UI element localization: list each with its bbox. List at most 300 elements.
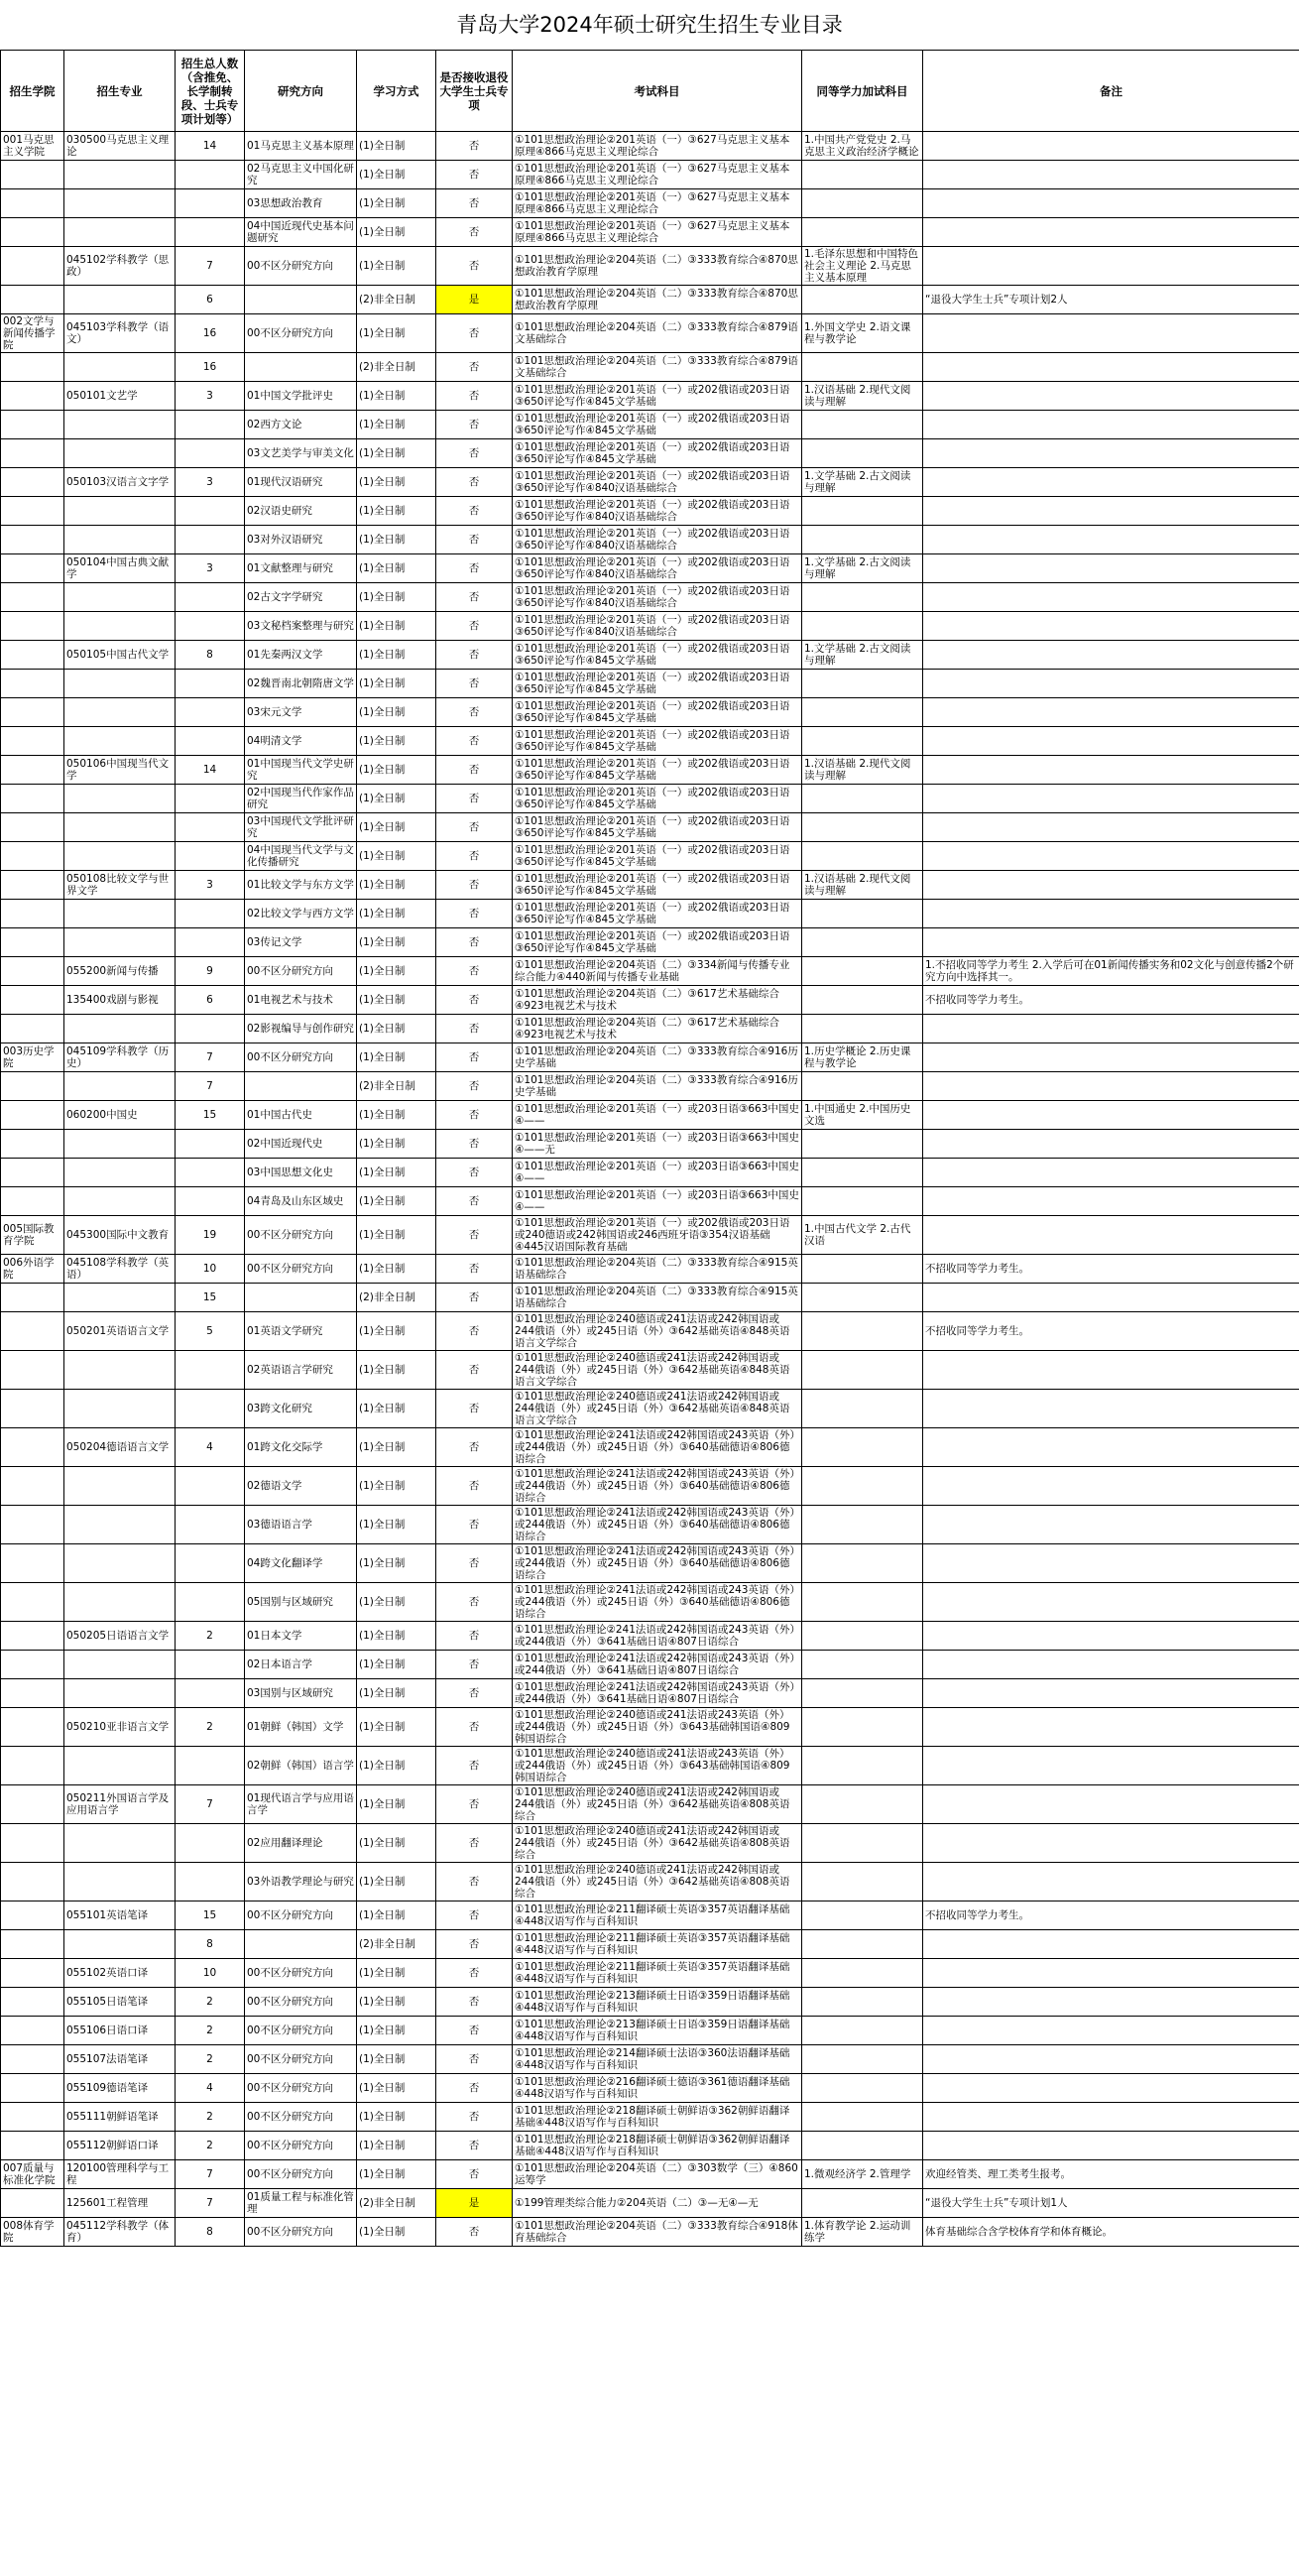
notes-cell: [923, 1824, 1299, 1863]
direction-cell: [245, 353, 357, 382]
major-cell: [64, 1072, 176, 1101]
study-mode-cell: (1)全日制: [357, 1159, 436, 1187]
major-cell: [64, 526, 176, 554]
college-cell: [1, 1506, 64, 1544]
notes-cell: [923, 439, 1299, 468]
quota-cell: [176, 670, 245, 698]
veteran-cell: 否: [436, 1015, 513, 1043]
college-cell: [1, 813, 64, 842]
extra-exam-cell: [802, 1901, 923, 1930]
study-mode-cell: (1)全日制: [357, 1101, 436, 1130]
extra-exam-cell: [802, 785, 923, 813]
major-cell: 055102英语口译: [64, 1959, 176, 1988]
direction-cell: [245, 1930, 357, 1959]
notes-cell: [923, 1284, 1299, 1312]
college-cell: [1, 1072, 64, 1101]
direction-cell: 03文秘档案整理与研究: [245, 612, 357, 641]
extra-exam-cell: [802, 1959, 923, 1988]
table-row: [1, 1351, 1299, 1390]
extra-exam-cell: [802, 670, 923, 698]
table-row: [1, 2074, 1299, 2103]
notes-cell: 不招收同等学力考生。: [923, 1901, 1299, 1930]
veteran-cell: 否: [436, 1651, 513, 1679]
table-row: [1, 2017, 1299, 2045]
notes-cell: [923, 612, 1299, 641]
table-row: [1, 1467, 1299, 1506]
quota-cell: [176, 189, 245, 218]
study-mode-cell: (1)全日制: [357, 2103, 436, 2132]
veteran-cell: 否: [436, 1043, 513, 1072]
study-mode-cell: (1)全日制: [357, 1863, 436, 1901]
veteran-cell: 否: [436, 1284, 513, 1312]
direction-cell: [245, 286, 357, 314]
study-mode-cell: (1)全日制: [357, 468, 436, 497]
quota-cell: [176, 1583, 245, 1622]
study-mode-cell: (2)非全日制: [357, 286, 436, 314]
exam-subjects-cell: ①101思想政治理论②241法语或242韩国语或243英语（外）或244俄语（外）③641基础日语④807日语综合: [513, 1651, 802, 1679]
notes-cell: 不招收同等学力考生。: [923, 986, 1299, 1015]
extra-exam-cell: [802, 900, 923, 928]
table-row: [1, 497, 1299, 526]
college-cell: [1, 986, 64, 1015]
table-row: [1, 1651, 1299, 1679]
quota-cell: [176, 526, 245, 554]
notes-cell: [923, 670, 1299, 698]
exam-subjects-cell: ①101思想政治理论②201英语（一）或202俄语或203日语③650评论写作④845文学基础: [513, 900, 802, 928]
notes-cell: [923, 1351, 1299, 1390]
exam-subjects-cell: ①101思想政治理论②240德语或241法语或242韩国语或244俄语（外）或245日语（外）③642基础英语④848英语语言文学综合: [513, 1351, 802, 1390]
header-veteran: 是否接收退役大学生士兵专项: [436, 51, 513, 132]
table-row: [1, 526, 1299, 554]
major-cell: 045112学科教学（体育）: [64, 2218, 176, 2247]
notes-cell: [923, 1216, 1299, 1255]
study-mode-cell: (1)全日制: [357, 670, 436, 698]
direction-cell: 03外语教学理论与研究: [245, 1863, 357, 1901]
study-mode-cell: (1)全日制: [357, 1583, 436, 1622]
college-cell: [1, 411, 64, 439]
direction-cell: 02应用翻译理论: [245, 1824, 357, 1863]
veteran-cell: 否: [436, 756, 513, 785]
major-cell: 055200新闻与传播: [64, 957, 176, 986]
table-row: [1, 2045, 1299, 2074]
quota-cell: 2: [176, 2103, 245, 2132]
extra-exam-cell: 1.文学基础 2.古文阅读与理解: [802, 641, 923, 670]
college-cell: [1, 286, 64, 314]
direction-cell: 02马克思主义中国化研究: [245, 161, 357, 189]
study-mode-cell: (1)全日制: [357, 1216, 436, 1255]
table-row: [1, 411, 1299, 439]
table-row: [1, 1544, 1299, 1583]
exam-subjects-cell: ①101思想政治理论②204英语（二）③334新闻与传播专业综合能力④440新闻与传播专业基础: [513, 957, 802, 986]
header-exam-subjects: 考试科目: [513, 51, 802, 132]
veteran-cell: 否: [436, 353, 513, 382]
exam-subjects-cell: ①101思想政治理论②201英语（一）或202俄语或203日语或240德语或242韩国语或246西班牙语③354汉语基础④445汉语国际教育基础: [513, 1216, 802, 1255]
direction-cell: 02西方文论: [245, 411, 357, 439]
major-cell: 055111朝鲜语笔译: [64, 2103, 176, 2132]
notes-cell: [923, 756, 1299, 785]
veteran-cell: 否: [436, 928, 513, 957]
table-row: [1, 2103, 1299, 2132]
study-mode-cell: (1)全日制: [357, 612, 436, 641]
major-cell: 050103汉语言文字学: [64, 468, 176, 497]
major-cell: [64, 1930, 176, 1959]
veteran-cell: 否: [436, 132, 513, 161]
college-cell: [1, 1428, 64, 1467]
veteran-cell: 否: [436, 727, 513, 756]
study-mode-cell: (1)全日制: [357, 1130, 436, 1159]
direction-cell: 01日本文学: [245, 1622, 357, 1651]
extra-exam-cell: [802, 2189, 923, 2218]
direction-cell: 02魏晋南北朝隋唐文学: [245, 670, 357, 698]
extra-exam-cell: [802, 612, 923, 641]
major-cell: 055106日语口译: [64, 2017, 176, 2045]
veteran-cell: 否: [436, 1930, 513, 1959]
extra-exam-cell: 1.微观经济学 2.管理学: [802, 2160, 923, 2189]
header-quota: 招生总人数（含推免、长学制转段、士兵专项计划等）: [176, 51, 245, 132]
extra-exam-cell: 1.毛泽东思想和中国特色社会主义理论 2.马克思主义基本原理: [802, 247, 923, 286]
table-row: [1, 554, 1299, 583]
exam-subjects-cell: ①101思想政治理论②241法语或242韩国语或243英语（外）或244俄语（外）③641基础日语④807日语综合: [513, 1622, 802, 1651]
quota-cell: [176, 1467, 245, 1506]
quota-cell: 9: [176, 957, 245, 986]
study-mode-cell: (1)全日制: [357, 526, 436, 554]
table-row: [1, 189, 1299, 218]
college-cell: [1, 189, 64, 218]
college-cell: [1, 2103, 64, 2132]
veteran-cell: 否: [436, 218, 513, 247]
major-cell: 030500马克思主义理论: [64, 132, 176, 161]
extra-exam-cell: [802, 286, 923, 314]
direction-cell: 03中国思想文化史: [245, 1159, 357, 1187]
major-cell: 050108比较文学与世界文学: [64, 871, 176, 900]
study-mode-cell: (1)全日制: [357, 1622, 436, 1651]
major-cell: [64, 1187, 176, 1216]
exam-subjects-cell: ①101思想政治理论②213翻译硕士日语③359日语翻译基础④448汉语写作与百科知识: [513, 1988, 802, 2017]
notes-cell: [923, 189, 1299, 218]
exam-subjects-cell: ①101思想政治理论②204英语（二）③333教育综合④915英语基础综合: [513, 1255, 802, 1284]
direction-cell: 02德语文学: [245, 1467, 357, 1506]
study-mode-cell: (1)全日制: [357, 161, 436, 189]
table-row: [1, 1255, 1299, 1284]
table-row: [1, 1428, 1299, 1467]
extra-exam-cell: 1.汉语基础 2.现代文阅读与理解: [802, 382, 923, 411]
college-cell: [1, 353, 64, 382]
major-cell: 120100管理科学与工程: [64, 2160, 176, 2189]
exam-subjects-cell: ①101思想政治理论②201英语（一）或202俄语或203日语③650评论写作④845文学基础: [513, 756, 802, 785]
quota-cell: 10: [176, 1959, 245, 1988]
quota-cell: 7: [176, 1043, 245, 1072]
table-row: [1, 2160, 1299, 2189]
veteran-cell: 否: [436, 1824, 513, 1863]
college-cell: [1, 1101, 64, 1130]
college-cell: [1, 842, 64, 871]
major-cell: [64, 411, 176, 439]
table-row: [1, 756, 1299, 785]
veteran-cell: 否: [436, 1072, 513, 1101]
header-row: [1, 51, 1299, 132]
extra-exam-cell: 1.外国文学史 2.语文课程与教学论: [802, 314, 923, 353]
quota-cell: [176, 785, 245, 813]
direction-cell: 04跨文化翻译学: [245, 1544, 357, 1583]
direction-cell: 00不区分研究方向: [245, 247, 357, 286]
major-cell: [64, 1467, 176, 1506]
extra-exam-cell: 1.文学基础 2.古文阅读与理解: [802, 468, 923, 497]
table-row: [1, 1101, 1299, 1130]
veteran-cell: 否: [436, 1506, 513, 1544]
study-mode-cell: (1)全日制: [357, 218, 436, 247]
major-cell: [64, 1651, 176, 1679]
study-mode-cell: (1)全日制: [357, 641, 436, 670]
study-mode-cell: (1)全日制: [357, 2017, 436, 2045]
extra-exam-cell: 1.中国通史 2.中国历史文选: [802, 1101, 923, 1130]
direction-cell: 02比较文学与西方文学: [245, 900, 357, 928]
table-row: [1, 468, 1299, 497]
notes-cell: [923, 1043, 1299, 1072]
veteran-cell: 否: [436, 1901, 513, 1930]
quota-cell: 7: [176, 247, 245, 286]
study-mode-cell: (1)全日制: [357, 1043, 436, 1072]
college-cell: [1, 554, 64, 583]
study-mode-cell: (1)全日制: [357, 2218, 436, 2247]
exam-subjects-cell: ①101思想政治理论②213翻译硕士日语③359日语翻译基础④448汉语写作与百科知识: [513, 2017, 802, 2045]
study-mode-cell: (1)全日制: [357, 957, 436, 986]
quota-cell: [176, 1747, 245, 1785]
quota-cell: 10: [176, 1255, 245, 1284]
table-row: [1, 1390, 1299, 1428]
extra-exam-cell: 1.文学基础 2.古文阅读与理解: [802, 554, 923, 583]
exam-subjects-cell: ①101思想政治理论②201英语（一）或202俄语或203日语③650评论写作④845文学基础: [513, 670, 802, 698]
college-cell: [1, 382, 64, 411]
veteran-cell: 否: [436, 1583, 513, 1622]
veteran-cell: 否: [436, 382, 513, 411]
major-cell: [64, 353, 176, 382]
veteran-cell: 否: [436, 1255, 513, 1284]
direction-cell: 03传记文学: [245, 928, 357, 957]
college-cell: [1, 2189, 64, 2218]
table-row: [1, 1708, 1299, 1747]
major-cell: [64, 497, 176, 526]
notes-cell: [923, 247, 1299, 286]
college-cell: [1, 1901, 64, 1930]
veteran-cell: 否: [436, 1622, 513, 1651]
college-cell: 002文学与新闻传播学院: [1, 314, 64, 353]
extra-exam-cell: [802, 1351, 923, 1390]
exam-subjects-cell: ①101思想政治理论②201英语（一）或203日语③663中国史④——: [513, 1187, 802, 1216]
study-mode-cell: (1)全日制: [357, 928, 436, 957]
direction-cell: 03国别与区域研究: [245, 1679, 357, 1708]
major-cell: [64, 1506, 176, 1544]
extra-exam-cell: [802, 439, 923, 468]
exam-subjects-cell: ①101思想政治理论②201英语（一）或202俄语或203日语③650评论写作④840汉语基础综合: [513, 468, 802, 497]
notes-cell: [923, 641, 1299, 670]
exam-subjects-cell: ①101思想政治理论②201英语（一）或202俄语或203日语③650评论写作④845文学基础: [513, 411, 802, 439]
college-cell: [1, 1708, 64, 1747]
extra-exam-cell: [802, 928, 923, 957]
major-cell: [64, 1351, 176, 1390]
college-cell: [1, 1651, 64, 1679]
quota-cell: [176, 1015, 245, 1043]
direction-cell: 03德语语言学: [245, 1506, 357, 1544]
direction-cell: 01比较文学与东方文学: [245, 871, 357, 900]
extra-exam-cell: [802, 353, 923, 382]
extra-exam-cell: [802, 1506, 923, 1544]
extra-exam-cell: [802, 1255, 923, 1284]
college-cell: [1, 1159, 64, 1187]
direction-cell: [245, 1072, 357, 1101]
notes-cell: 不招收同等学力考生。: [923, 1312, 1299, 1351]
notes-cell: [923, 2103, 1299, 2132]
direction-cell: 01电视艺术与技术: [245, 986, 357, 1015]
quota-cell: 2: [176, 2045, 245, 2074]
extra-exam-cell: [802, 1159, 923, 1187]
college-cell: [1, 2045, 64, 2074]
study-mode-cell: (1)全日制: [357, 1544, 436, 1583]
veteran-cell: 否: [436, 698, 513, 727]
exam-subjects-cell: ①101思想政治理论②204英语（二）③333教育综合④916历史学基础: [513, 1043, 802, 1072]
exam-subjects-cell: ①101思想政治理论②211翻译硕士英语③357英语翻译基础④448汉语写作与百科知识: [513, 1959, 802, 1988]
college-cell: [1, 1747, 64, 1785]
extra-exam-cell: [802, 526, 923, 554]
major-cell: [64, 1284, 176, 1312]
notes-cell: [923, 1583, 1299, 1622]
extra-exam-cell: [802, 1284, 923, 1312]
quota-cell: 14: [176, 132, 245, 161]
extra-exam-cell: [802, 986, 923, 1015]
major-cell: 050101文艺学: [64, 382, 176, 411]
veteran-cell: 否: [436, 497, 513, 526]
veteran-cell: 否: [436, 554, 513, 583]
study-mode-cell: (1)全日制: [357, 583, 436, 612]
study-mode-cell: (1)全日制: [357, 1988, 436, 2017]
major-cell: [64, 1159, 176, 1187]
direction-cell: 00不区分研究方向: [245, 2132, 357, 2160]
notes-cell: 体育基础综合含学校体育学和体育概论。: [923, 2218, 1299, 2247]
veteran-cell: 否: [436, 1467, 513, 1506]
table-row: [1, 986, 1299, 1015]
veteran-cell: 否: [436, 1351, 513, 1390]
major-cell: [64, 612, 176, 641]
notes-cell: [923, 2045, 1299, 2074]
veteran-cell: 否: [436, 2045, 513, 2074]
exam-subjects-cell: ①101思想政治理论②240德语或241法语或243英语（外）或244俄语（外）或245日语（外）③643基础韩国语④809韩国语综合: [513, 1708, 802, 1747]
notes-cell: [923, 1506, 1299, 1544]
major-cell: 050210亚非语言文学: [64, 1708, 176, 1747]
direction-cell: 02日本语言学: [245, 1651, 357, 1679]
notes-cell: [923, 1544, 1299, 1583]
extra-exam-cell: [802, 497, 923, 526]
college-cell: [1, 439, 64, 468]
exam-subjects-cell: ①101思想政治理论②204英语（二）③333教育综合④915英语基础综合: [513, 1284, 802, 1312]
quota-cell: 16: [176, 353, 245, 382]
exam-subjects-cell: ①101思想政治理论②241法语或242韩国语或243英语（外）或244俄语（外）或245日语（外）③640基础德语④806德语综合: [513, 1544, 802, 1583]
quota-cell: [176, 842, 245, 871]
extra-exam-cell: 1.中国共产党党史 2.马克思主义政治经济学概论: [802, 132, 923, 161]
exam-subjects-cell: ①101思想政治理论②240德语或241法语或242韩国语或244俄语（外）或245日语（外）③642基础英语④848英语语言文学综合: [513, 1390, 802, 1428]
quota-cell: 16: [176, 314, 245, 353]
college-cell: [1, 1622, 64, 1651]
exam-subjects-cell: ①101思想政治理论②201英语（一）③627马克思主义基本原理④866马克思主义理论综合: [513, 132, 802, 161]
table-row: [1, 1216, 1299, 1255]
quota-cell: 6: [176, 286, 245, 314]
college-cell: [1, 756, 64, 785]
major-cell: [64, 161, 176, 189]
veteran-cell: 否: [436, 526, 513, 554]
major-cell: 050105中国古代文学: [64, 641, 176, 670]
direction-cell: 01中国文学批评史: [245, 382, 357, 411]
college-cell: [1, 1390, 64, 1428]
extra-exam-cell: 1.汉语基础 2.现代文阅读与理解: [802, 756, 923, 785]
extra-exam-cell: [802, 698, 923, 727]
notes-cell: [923, 1863, 1299, 1901]
college-cell: [1, 2074, 64, 2103]
exam-subjects-cell: ①101思想政治理论②201英语（一）或202俄语或203日语③650评论写作④845文学基础: [513, 813, 802, 842]
major-cell: [64, 928, 176, 957]
direction-cell: 00不区分研究方向: [245, 2160, 357, 2189]
notes-cell: [923, 218, 1299, 247]
exam-subjects-cell: ①101思想政治理论②201英语（一）或203日语③663中国史④——无: [513, 1130, 802, 1159]
quota-cell: 7: [176, 1072, 245, 1101]
college-cell: [1, 218, 64, 247]
table-row: [1, 1679, 1299, 1708]
exam-subjects-cell: ①101思想政治理论②211翻译硕士英语③357英语翻译基础④448汉语写作与百科知识: [513, 1901, 802, 1930]
exam-subjects-cell: ①101思想政治理论②204英语（二）③333教育综合④879语文基础综合: [513, 353, 802, 382]
quota-cell: [176, 439, 245, 468]
veteran-cell: 是: [436, 2189, 513, 2218]
notes-cell: “退役大学生士兵”专项计划1人: [923, 2189, 1299, 2218]
table-row: [1, 900, 1299, 928]
quota-cell: 2: [176, 1622, 245, 1651]
study-mode-cell: (1)全日制: [357, 1651, 436, 1679]
exam-subjects-cell: ①101思想政治理论②241法语或242韩国语或243英语（外）或244俄语（外）或245日语（外）③640基础德语④806德语综合: [513, 1583, 802, 1622]
direction-cell: 00不区分研究方向: [245, 1901, 357, 1930]
major-cell: 045103学科教学（语文）: [64, 314, 176, 353]
study-mode-cell: (1)全日制: [357, 1187, 436, 1216]
header-notes: 备注: [923, 51, 1299, 132]
college-cell: 005国际教育学院: [1, 1216, 64, 1255]
study-mode-cell: (1)全日制: [357, 1785, 436, 1824]
notes-cell: [923, 1072, 1299, 1101]
study-mode-cell: (1)全日制: [357, 1506, 436, 1544]
study-mode-cell: (1)全日制: [357, 2160, 436, 2189]
extra-exam-cell: [802, 1679, 923, 1708]
extra-exam-cell: [802, 1785, 923, 1824]
veteran-cell: 否: [436, 411, 513, 439]
study-mode-cell: (2)非全日制: [357, 2189, 436, 2218]
extra-exam-cell: [802, 2074, 923, 2103]
quota-cell: [176, 612, 245, 641]
table-row: [1, 132, 1299, 161]
extra-exam-cell: 1.体育教学论 2.运动训练学: [802, 2218, 923, 2247]
college-cell: [1, 900, 64, 928]
exam-subjects-cell: ①101思想政治理论②204英语（二）③617艺术基础综合④923电视艺术与技术: [513, 986, 802, 1015]
veteran-cell: 否: [436, 1101, 513, 1130]
college-cell: [1, 1930, 64, 1959]
major-cell: [64, 1863, 176, 1901]
quota-cell: [176, 411, 245, 439]
study-mode-cell: (1)全日制: [357, 698, 436, 727]
exam-subjects-cell: ①101思想政治理论②240德语或241法语或242韩国语或244俄语（外）或245日语（外）③642基础英语④848英语语言文学综合: [513, 1312, 802, 1351]
notes-cell: [923, 468, 1299, 497]
quota-cell: [176, 1351, 245, 1390]
direction-cell: 02朝鲜（韩国）语言学: [245, 1747, 357, 1785]
major-cell: 125601工程管理: [64, 2189, 176, 2218]
notes-cell: [923, 314, 1299, 353]
direction-cell: 00不区分研究方向: [245, 1043, 357, 1072]
exam-subjects-cell: ①101思想政治理论②211翻译硕士英语③357英语翻译基础④448汉语写作与百科知识: [513, 1930, 802, 1959]
notes-cell: [923, 526, 1299, 554]
notes-cell: 欢迎经管类、理工类考生报考。: [923, 2160, 1299, 2189]
direction-cell: 04中国现当代文学与文化传播研究: [245, 842, 357, 871]
